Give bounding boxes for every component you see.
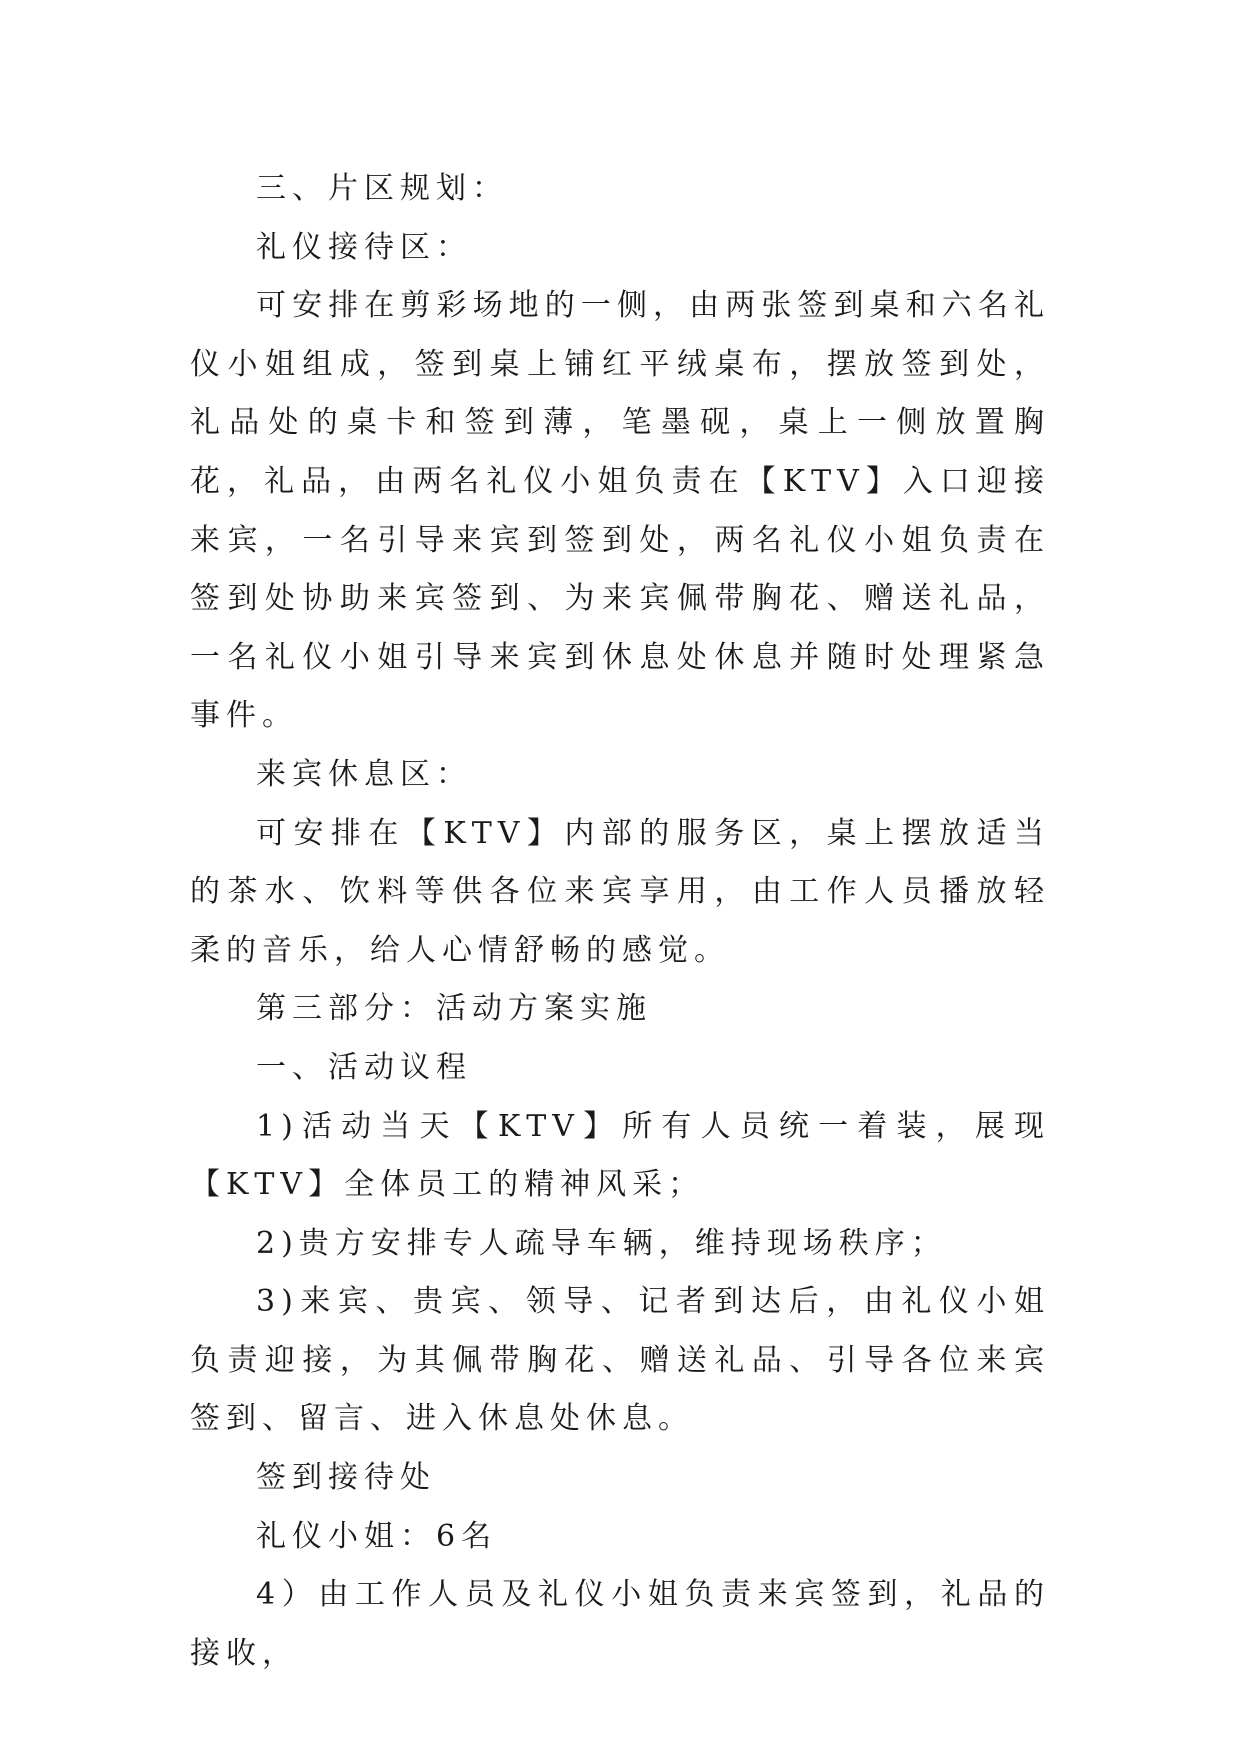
- document-page: [190, 160, 1050, 1683]
- subheading-reception-area: 礼仪接待区：: [256, 229, 472, 265]
- paragraph-guest-lounge: 可安排在【KTV】内部的服务区，桌上摆放适当的茶水、饮料等供各位来宾享用，由工作人员播放轻柔的音乐，给人心情舒畅的感觉。: [190, 815, 1050, 968]
- section-heading-agenda: 一、活动议程: [256, 1049, 472, 1085]
- subheading-sign-in-desk: 签到接待处: [256, 1460, 436, 1496]
- section-heading-zone-planning: 三、片区规划：: [256, 171, 508, 206]
- paragraph-reception-area: 可安排在剪彩场地的一侧，由两张签到桌和六名礼仪小姐组成，签到桌上铺红平绒桌布，摆放签到处，礼品处的桌卡和签到薄，笔墨砚，桌上一侧放置胸花，礼品，由两名礼仪小姐负责在【KTV】入口迎接来宾，一名引导来宾到签到处，两名礼仪小姐负责在签到处协助来宾签到、为来宾佩带胸花、赠送礼品，一名礼仪小姐引导来宾到休息处休息并随时处理紧急事件。: [190, 288, 1050, 734]
- agenda-item-4: 4）由工作人员及礼仪小姐负责来宾签到，礼品的接收，: [190, 1577, 1050, 1671]
- agenda-item-3: 3)来宾、贵宾、领导、记者到达后，由礼仪小姐负责迎接，为其佩带胸花、赠送礼品、引导各位来宾签到、留言、进入休息处休息。: [190, 1284, 1050, 1437]
- part-heading-implementation: 第三部分：活动方案实施: [256, 991, 652, 1027]
- agenda-item-2: 2)贵方安排专人疏导车辆，维持现场秩序；: [256, 1225, 947, 1261]
- etiquette-staff-count: 礼仪小姐：6名: [256, 1518, 498, 1554]
- subheading-guest-lounge: 来宾休息区：: [256, 756, 472, 792]
- agenda-item-1: 1)活动当天【KTV】所有人员统一着装，展现【KTV】全体员工的精神风采；: [190, 1108, 1050, 1203]
